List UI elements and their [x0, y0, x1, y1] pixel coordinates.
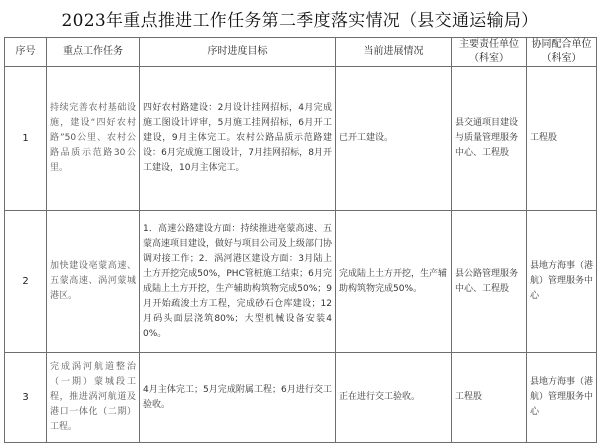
row-coop: 工程股 [527, 67, 597, 211]
header-lead: 主要责任单位（科室） [452, 38, 527, 67]
table-row [5, 353, 597, 443]
row-index: 1 [5, 67, 47, 211]
row-progress: 正在进行交工验收。 [336, 353, 452, 443]
header-schedule: 序时进度目标 [140, 38, 336, 67]
header-progress: 当前进展情况 [336, 38, 452, 67]
header-index: 序号 [5, 38, 47, 67]
row-coop: 县地方海事（港航）管理服务中心 [527, 211, 597, 353]
row-schedule: 四好农村路建设：2月设计挂网招标，4月完成施工图设计评审，5月施工挂网招标，6月开工建设，9月主体完工。农村公路品质示范路建设：6月完成施工图设计，7月挂网招标，8月开工建设，10月主体完工。 [140, 67, 336, 211]
row-schedule: 4月主体完工；5月完成附属工程；6月进行交工验收。 [140, 353, 336, 443]
table-row [5, 211, 597, 353]
row-task: 持续完善农村基础设施，建设“四好农村路”50公里、农村公路品质示范路30公里。 [47, 67, 140, 211]
table-header-row [5, 38, 597, 67]
table-row [5, 67, 597, 211]
header-coop: 协同配合单位（科室） [527, 38, 597, 67]
row-task: 加快建设亳蒙高速、五蒙高速、涡河蒙城港区。 [47, 211, 140, 353]
row-task: 完成涡河航道整治（一期）蒙城段工程，推进涡河航道及港口一体化（二期）工程。 [47, 353, 140, 443]
page-title: 2023年重点推进工作任务第二季度落实情况（县交通运输局） [61, 11, 539, 31]
row-coop: 县地方海事（港航）管理服务中心 [527, 353, 597, 443]
row-schedule: 1．高速公路建设方面：持续推进亳蒙高速、五蒙高速项目建设，做好与项目公司及上级部门协调对接工作；2．涡河港区建设方面：3月陆上土方开挖完成50%，PHC管桩施工结束；6月完成陆上土方开挖，生产辅助构筑物完成50%；9月开始疏浚土方工程，完成砂石仓库建设；12月码头面层浇筑80%；大型机械设备安装40%。 [140, 211, 336, 353]
header-task: 重点工作任务 [47, 38, 140, 67]
row-lead: 县交通项目建设与质量管理服务中心、工程股 [452, 67, 527, 211]
row-progress: 完成陆上土方开挖，生产辅助构筑物完成50%。 [336, 211, 452, 353]
row-index: 3 [5, 353, 47, 443]
row-progress: 已开工建设。 [336, 67, 452, 211]
row-index: 2 [5, 211, 47, 353]
row-lead: 县公路管理服务中心、工程股 [452, 211, 527, 353]
task-table [4, 37, 597, 443]
row-lead: 工程股 [452, 353, 527, 443]
